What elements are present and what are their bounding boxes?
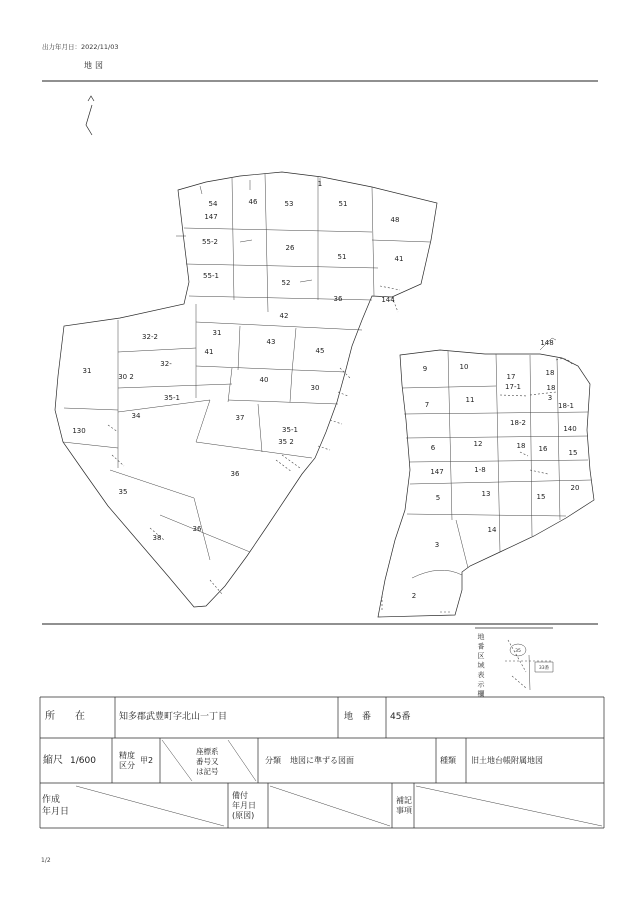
parcel-number: 36: [333, 295, 343, 303]
north-arrow-icon: [86, 96, 94, 135]
coordinate-label-line: は記号: [196, 767, 219, 776]
document-title: 地図: [84, 61, 106, 70]
parcel-number: 35-1: [164, 394, 180, 402]
parcel-number: 26: [285, 244, 295, 252]
parcel-number: 36: [230, 470, 240, 478]
parcel-number: 43: [266, 338, 276, 346]
parcel-number: 55-1: [203, 272, 219, 280]
kind-value: 旧土地台帳附属地図: [471, 756, 543, 765]
parcel-number: 35: [118, 488, 128, 496]
parcel-number: 147: [430, 468, 444, 476]
parcel-number: 35 2: [278, 438, 294, 446]
scale-value: 1/600: [70, 756, 96, 766]
parcel-number: 15: [536, 493, 546, 501]
parcel-number: 144: [381, 296, 395, 304]
parcel-number: 6: [430, 444, 436, 452]
parcel-number: 5: [435, 494, 441, 502]
parcel-number: 40: [259, 376, 269, 384]
parcel-number: 1-8: [474, 466, 486, 474]
parcel-number: 51: [337, 253, 347, 261]
parcel-number: 52: [281, 279, 291, 287]
precision-label-line: 精度: [119, 751, 135, 760]
parcel-number: 38: [152, 534, 162, 542]
parcel-number: 41: [394, 255, 404, 263]
parcel-number: 9: [422, 365, 428, 373]
parcel-number: 130: [72, 427, 86, 435]
precision-label: [119, 751, 135, 771]
parcel-number: 32-: [160, 360, 172, 368]
location-label: 所 在: [45, 711, 85, 722]
parcel-number: 17-1: [505, 383, 521, 391]
precision-label-line: 区分: [119, 761, 135, 770]
parcel-number: 55-2: [202, 238, 218, 246]
parcel-number: 18-2: [510, 419, 526, 427]
remarks-label-line: 事項: [396, 806, 412, 815]
parcel-number: 20: [570, 484, 580, 492]
parcel-number: 3: [547, 394, 553, 402]
legend-diagram: [475, 628, 553, 690]
kind-label: 種類: [440, 756, 456, 765]
location-value: 知多郡武豊町字北山一丁目: [119, 712, 228, 722]
installed-label-line: 備付: [232, 791, 248, 800]
parcel-number: 51: [338, 200, 348, 208]
installed-label-line: (原図): [232, 811, 255, 820]
parcel-number: 18: [546, 384, 556, 392]
lot-number-value: 45番: [390, 712, 411, 722]
parcel-marker: 1: [317, 180, 323, 188]
lot-number-label: 地 番: [344, 712, 372, 722]
coordinate-system-label: [196, 747, 219, 777]
legend-vertical-text: 地番区域表示欄: [477, 633, 485, 700]
parcel-number: 16: [538, 445, 548, 453]
legend-label: 35: [515, 649, 521, 654]
parcel-number: 140: [563, 425, 577, 433]
parcel-number: 54: [208, 200, 218, 208]
parcel-number: 11: [465, 396, 475, 404]
parcel-number: 17: [506, 373, 516, 381]
parcel-number: 46: [248, 198, 258, 206]
parcel-number: 18: [516, 442, 526, 450]
parcel-number: 10: [459, 363, 469, 371]
parcel-number: 34: [131, 412, 141, 420]
parcel-number: 31: [212, 329, 222, 337]
created-label-line: 年月日: [42, 807, 70, 817]
parcel-number: 147: [204, 213, 218, 221]
parcel-number: 3: [434, 541, 440, 549]
output-date: 出力年月日：2022/11/03: [42, 43, 119, 51]
parcel-number: 13: [481, 490, 491, 498]
installed-date-label: [232, 791, 256, 821]
classification-value: 地図に準ずる図面: [290, 756, 354, 765]
installed-label-line: 年月日: [232, 801, 256, 810]
parcel-number: 30: [310, 384, 320, 392]
remarks-label-line: 補記: [396, 796, 412, 805]
parcel-number: 37: [235, 414, 245, 422]
left-parcel-cluster: [55, 172, 440, 607]
parcel-number: 18: [545, 369, 555, 377]
parcel-number: 30 2: [118, 373, 134, 381]
parcel-number: 53: [284, 200, 294, 208]
parcel-number: 15: [568, 449, 578, 457]
scale-label: 縮尺: [43, 755, 63, 766]
parcel-number: 42: [279, 312, 289, 320]
parcel-number: 45: [315, 347, 325, 355]
parcel-number: 48: [390, 216, 400, 224]
parcel-number: 41: [204, 348, 214, 356]
parcel-number: 36: [192, 525, 202, 533]
parcel-number: 12: [473, 440, 483, 448]
parcel-number: 35-1: [282, 426, 298, 434]
coordinate-label-line: 番号又: [196, 757, 219, 766]
parcel-number: 18-1: [558, 402, 574, 410]
parcel-number: 7: [424, 401, 430, 409]
page-number: 1/2: [41, 857, 51, 864]
legend-label: 33番: [538, 666, 550, 671]
parcel-number: 148: [540, 339, 554, 347]
classification-label: 分類: [265, 756, 281, 765]
parcel-number: 14: [487, 526, 497, 534]
precision-value: 甲2: [140, 756, 154, 765]
parcel-number: 31: [82, 367, 92, 375]
remarks-label: [396, 796, 412, 816]
right-parcel-cluster: [378, 338, 594, 617]
parcel-number: 2: [411, 592, 417, 600]
coordinate-label-line: 座標系: [196, 747, 219, 756]
created-label-line: 作成: [42, 795, 61, 805]
created-date-label: [42, 794, 69, 818]
parcel-number: 32-2: [142, 333, 158, 341]
